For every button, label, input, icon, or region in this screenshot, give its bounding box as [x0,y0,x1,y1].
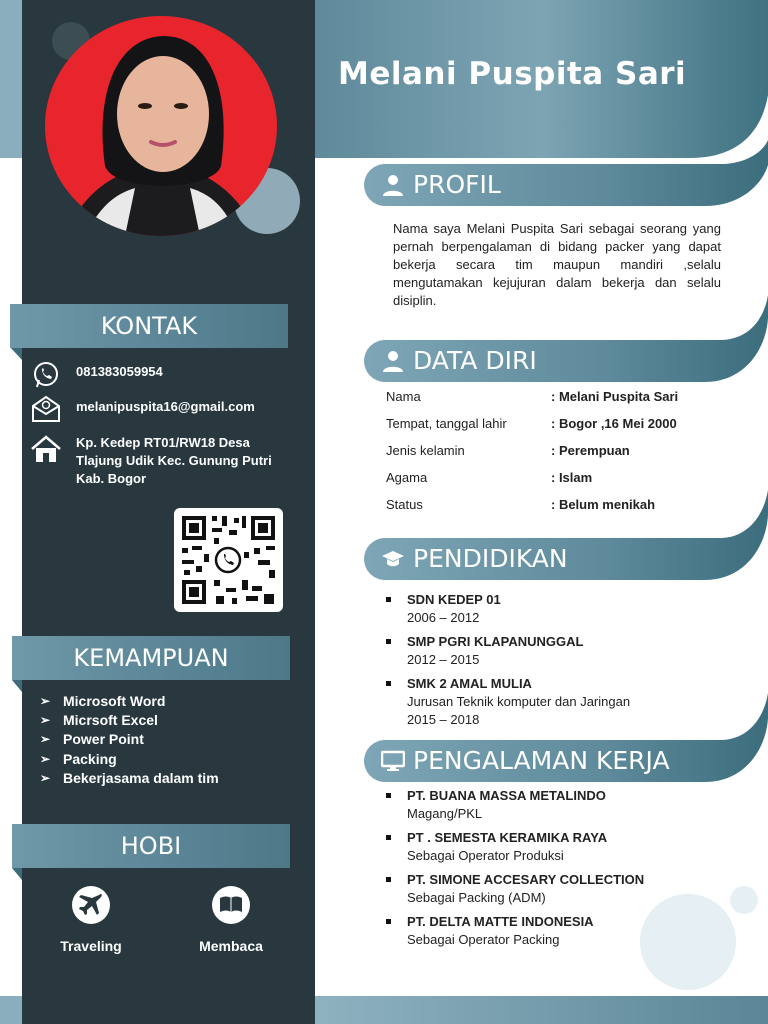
arrow-bullet-icon: ➢ [40,713,51,728]
row-value: : Bogor ,16 Mei 2000 [551,416,677,431]
personal-title: DATA DIRI [413,346,537,375]
company-name: PT. BUANA MASSA METALINDO [407,788,606,803]
experience-list [386,787,644,955]
school-name: SMK 2 AMAL MULIA [407,676,532,691]
row-label: Nama [386,389,421,404]
hobby-label: Traveling [60,938,122,954]
arrow-bullet-icon: ➢ [40,694,51,708]
experience-item [386,913,644,949]
education-heading [365,538,568,580]
contact-heading: KONTAK [10,304,288,348]
qr-code [174,508,283,612]
skill-item [40,769,219,788]
company-name: PT. SIMONE ACCESARY COLLECTION [407,872,645,887]
contact-email [30,394,286,424]
skill-label: Power Point [63,731,144,748]
user-icon [381,349,405,373]
education-item [386,591,630,627]
job-role: Sebagai Operator Produksi [407,848,564,863]
profile-title: PROFIL [413,170,501,199]
skill-label: Bekerjasama dalam tim [63,769,219,786]
education-title: PENDIDIKAN [413,544,568,573]
company-name: PT. DELTA MATTE INDONESIA [407,914,594,929]
airplane-icon [72,886,110,924]
job-role: Sebagai Operator Packing [407,932,560,947]
skills-heading: KEMAMPUAN [12,636,290,680]
profile-summary: Nama saya Melani Puspita Sari sebagai seorang yang pernah berpengalaman di bidang packer yang dapat bekerja secara tim maupun mandiri ,selalu mengutamakan kejujuran dalam bekerja dan selalu disiplin. [393,221,721,308]
row-label: Agama [386,470,428,485]
arrow-bullet-icon: ➢ [40,732,51,747]
profile-photo [45,16,277,236]
arrow-bullet-icon: ➢ [40,770,51,785]
education-years: 2015 – 2018 [407,712,480,727]
whatsapp-icon [30,360,62,390]
experience-title: PENGALAMAN KERJA [413,746,670,775]
personal-row [386,389,678,404]
school-name: SDN KEDEP 01 [407,592,501,607]
contact-phone [30,360,286,390]
phone-number: 081383059954 [76,364,163,379]
experience-heading [365,740,670,782]
experience-item [386,871,644,907]
skill-label: Microsoft Word [63,693,166,709]
row-value: : Belum menikah [551,497,656,512]
experience-item [386,787,644,823]
job-role: Sebagai Packing (ADM) [407,890,546,905]
personal-heading [365,340,537,382]
education-item [386,633,630,669]
skill-item [40,750,219,769]
skill-label: Micrsoft Excel [63,712,158,729]
profile-heading [365,164,501,206]
personal-row [386,497,655,512]
school-name: SMP PGRI KLAPANUNGGAL [407,634,584,649]
email-icon [30,394,62,424]
home-icon [30,434,62,464]
user-icon [381,173,405,197]
personal-row [386,443,630,458]
row-value: : Islam [551,470,593,485]
contact-address [30,434,286,488]
row-value: : Perempuan [551,443,630,458]
address-text: Kp. Kedep RT01/RW18 Desa Tlajung Udik Kec. Gunung Putri Kab. Bogor [76,435,272,486]
email-address: melanipuspita16@gmail.com [76,399,255,414]
education-item [386,675,630,729]
computer-monitor-icon [381,749,405,773]
row-label: Status [386,497,423,512]
book-icon [212,886,250,924]
hobbies-heading: HOBI [12,824,290,868]
row-label: Jenis kelamin [386,443,465,458]
job-role: Magang/PKL [407,806,483,821]
graduation-cap-icon [381,547,405,571]
full-name: Melani Puspita Sari [338,56,687,92]
row-label: Tempat, tanggal lahir [386,416,507,431]
education-years: 2012 – 2015 [407,652,480,667]
arrow-bullet-icon: ➢ [40,751,51,766]
experience-item [386,829,644,865]
skills-list [40,692,219,788]
personal-row [386,416,677,431]
skill-item [40,730,219,749]
skill-item [40,692,219,711]
education-list [386,591,630,735]
row-value: : Melani Puspita Sari [551,389,679,404]
skill-label: Packing [63,750,117,767]
hobby-traveling [36,886,146,954]
education-years: 2006 – 2012 [407,610,480,625]
hobby-label: Membaca [199,938,263,954]
personal-row [386,470,592,485]
company-name: PT . SEMESTA KERAMIKA RAYA [407,830,608,845]
education-major: Jurusan Teknik komputer dan Jaringan [407,694,631,709]
hobby-reading [176,886,286,954]
skill-item [40,711,219,730]
